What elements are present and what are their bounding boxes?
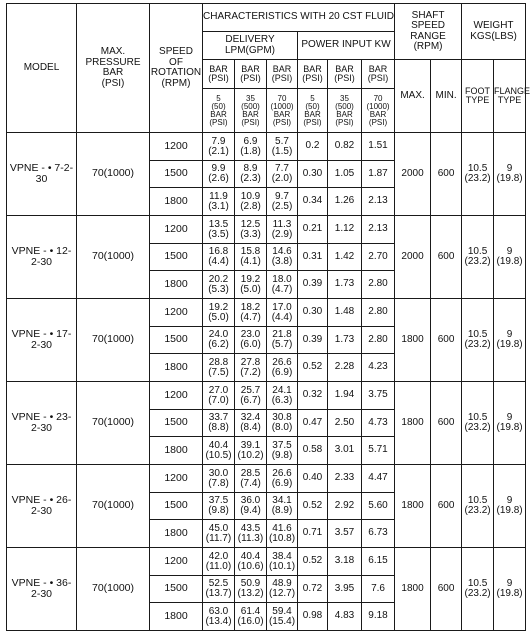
delivery-value: 32.4 (8.4) [235,410,267,437]
power-input-value: 0.39 [298,327,328,354]
rotation-speed: 1800 [150,354,203,382]
power-input-value: 3.75 [362,382,395,410]
delivery-value: 9.9 (2.6) [203,161,235,188]
power-input-value: 0.30 [298,161,328,188]
header-shaft-max: MAX. [395,60,431,133]
delivery-value: 24.0 (6.2) [203,327,235,354]
power-input-value: 4.23 [362,354,395,382]
power-input-value: 4.47 [362,465,395,493]
power-input-value: 1.12 [328,216,362,244]
power-input-value: 9.18 [362,603,395,631]
delivery-value: 17.0 (4.4) [267,299,298,327]
spec-table-container [6,3,530,631]
pump-spec-table [6,3,530,631]
delivery-value: 7.9 (2.1) [203,133,235,161]
delivery-value: 20.2 (5.3) [203,271,235,299]
power-input-value: 1.05 [328,161,362,188]
max-pressure: 70(1000) [77,465,150,548]
shaft-speed-max: 1800 [395,548,431,631]
header-characteristics: CHARACTERISTICS WITH 20 CST FLUID [203,4,395,32]
power-input-value: 0.31 [298,244,328,271]
power-input-value: 1.87 [362,161,395,188]
power-input-value: 0.71 [298,520,328,548]
power-input-value: 2.28 [328,354,362,382]
delivery-value: 63.0 (13.4) [203,603,235,631]
rotation-speed: 1800 [150,603,203,631]
header-max-pressure: MAX. PRESSURE BAR (PSI) [77,4,150,133]
weight-flange-type: 9 (19.8) [494,299,526,382]
header-shaft-speed-range: SHAFT SPEED RANGE (RPM) [395,4,462,60]
delivery-value: 41.6 (10.8) [267,520,298,548]
shaft-speed-min: 600 [431,382,462,465]
delivery-value: 21.8 (5.7) [267,327,298,354]
shaft-speed-max: 1800 [395,465,431,548]
power-input-value: 0.52 [298,548,328,576]
spec-row [7,299,526,327]
delivery-value: 18.0 (4.7) [267,271,298,299]
shaft-speed-max: 1800 [395,299,431,382]
power-input-value: 1.73 [328,271,362,299]
delivery-value: 23.0 (6.0) [235,327,267,354]
power-input-value: 0.2 [298,133,328,161]
power-input-value: 0.32 [298,382,328,410]
delivery-value: 59.4 (15.4) [267,603,298,631]
header-bar-psi: BAR (PSI) [235,60,267,89]
max-pressure: 70(1000) [77,133,150,216]
weight-flange-type: 9 (19.8) [494,548,526,631]
model-name: VPNE - • 7-2-30 [7,133,77,216]
delivery-value: 12.5 (3.3) [235,216,267,244]
power-input-value: 0.98 [298,603,328,631]
header-power-input: POWER INPUT KW [298,32,395,60]
power-input-value: 0.52 [298,493,328,520]
header-model: MODEL [7,4,77,133]
weight-foot-type: 10.5 (23.2) [462,299,494,382]
power-input-value: 0.72 [298,576,328,603]
delivery-value: 48.9 (12.7) [267,576,298,603]
spec-row [7,216,526,244]
power-input-value: 1.73 [328,327,362,354]
header-flange-type: FLANGE TYPE [494,60,526,133]
power-input-value: 2.33 [328,465,362,493]
header-foot-type: FOOT TYPE [462,60,494,133]
rotation-speed: 1500 [150,576,203,603]
max-pressure: 70(1000) [77,299,150,382]
delivery-value: 33.7 (8.8) [203,410,235,437]
power-input-value: 2.13 [362,188,395,216]
weight-foot-type: 10.5 (23.2) [462,548,494,631]
power-input-value: 6.15 [362,548,395,576]
power-input-value: 2.80 [362,299,395,327]
power-input-value: 1.26 [328,188,362,216]
delivery-value: 9.7 (2.5) [267,188,298,216]
spec-row [7,548,526,576]
weight-foot-type: 10.5 (23.2) [462,133,494,216]
rotation-speed: 1500 [150,244,203,271]
header-pressure-point: 35 (500) BAR (PSI) [235,89,267,133]
weight-foot-type: 10.5 (23.2) [462,216,494,299]
rotation-speed: 1200 [150,548,203,576]
delivery-value: 30.8 (8.0) [267,410,298,437]
delivery-value: 13.5 (3.5) [203,216,235,244]
delivery-value: 28.8 (7.5) [203,354,235,382]
weight-flange-type: 9 (19.8) [494,133,526,216]
rotation-speed: 1200 [150,216,203,244]
header-pressure-point: 70 (1000) BAR (PSI) [362,89,395,133]
power-input-value: 0.30 [298,299,328,327]
delivery-value: 37.5 (9.8) [203,493,235,520]
power-input-value: 4.73 [362,410,395,437]
delivery-value: 52.5 (13.7) [203,576,235,603]
weight-foot-type: 10.5 (23.2) [462,382,494,465]
delivery-value: 61.4 (16.0) [235,603,267,631]
header-bar-psi: BAR (PSI) [362,60,395,89]
delivery-value: 6.9 (1.8) [235,133,267,161]
shaft-speed-min: 600 [431,133,462,216]
delivery-value: 36.0 (9.4) [235,493,267,520]
weight-flange-type: 9 (19.8) [494,216,526,299]
power-input-value: 2.80 [362,271,395,299]
delivery-value: 26.6 (6.9) [267,465,298,493]
header-speed-of-rotation: SPEED OF ROTATION (RPM) [150,4,203,133]
delivery-value: 19.2 (5.0) [235,271,267,299]
rotation-speed: 1200 [150,382,203,410]
rotation-speed: 1200 [150,133,203,161]
header-bar-psi: BAR (PSI) [267,60,298,89]
max-pressure: 70(1000) [77,548,150,631]
weight-flange-type: 9 (19.8) [494,465,526,548]
model-name: VPNE - • 23-2-30 [7,382,77,465]
power-input-value: 2.70 [362,244,395,271]
delivery-value: 45.0 (11.7) [203,520,235,548]
model-name: VPNE - • 36-2-30 [7,548,77,631]
delivery-value: 40.4 (10.5) [203,437,235,465]
weight-foot-type: 10.5 (23.2) [462,465,494,548]
rotation-speed: 1500 [150,410,203,437]
rotation-speed: 1500 [150,327,203,354]
power-input-value: 2.13 [362,216,395,244]
header-row-1 [7,4,526,32]
delivery-value: 40.4 (10.6) [235,548,267,576]
rotation-speed: 1800 [150,188,203,216]
header-delivery: DELIVERY LPM(GPM) [203,32,298,60]
spec-row [7,382,526,410]
delivery-value: 5.7 (1.5) [267,133,298,161]
rotation-speed: 1200 [150,299,203,327]
power-input-value: 1.94 [328,382,362,410]
power-input-value: 2.92 [328,493,362,520]
model-name: VPNE - • 26-2-30 [7,465,77,548]
header-shaft-min: MIN. [431,60,462,133]
shaft-speed-min: 600 [431,465,462,548]
spec-table-body [7,133,526,631]
delivery-value: 38.4 (10.1) [267,548,298,576]
power-input-value: 2.80 [362,327,395,354]
delivery-value: 42.0 (11.0) [203,548,235,576]
delivery-value: 50.9 (13.2) [235,576,267,603]
power-input-value: 1.48 [328,299,362,327]
header-bar-psi: BAR (PSI) [328,60,362,89]
header-bar-psi: BAR (PSI) [203,60,235,89]
delivery-value: 37.5 (9.8) [267,437,298,465]
delivery-value: 26.6 (6.9) [267,354,298,382]
delivery-value: 11.3 (2.9) [267,216,298,244]
power-input-value: 3.57 [328,520,362,548]
delivery-value: 28.5 (7.4) [235,465,267,493]
power-input-value: 0.47 [298,410,328,437]
max-pressure: 70(1000) [77,216,150,299]
power-input-value: 0.58 [298,437,328,465]
power-input-value: 5.60 [362,493,395,520]
power-input-value: 4.83 [328,603,362,631]
rotation-speed: 1800 [150,271,203,299]
delivery-value: 30.0 (7.8) [203,465,235,493]
delivery-value: 15.8 (4.1) [235,244,267,271]
power-input-value: 0.21 [298,216,328,244]
header-weight: WEIGHT KGS(LBS) [462,4,526,60]
delivery-value: 27.8 (7.2) [235,354,267,382]
shaft-speed-min: 600 [431,299,462,382]
rotation-speed: 1200 [150,465,203,493]
power-input-value: 5.71 [362,437,395,465]
delivery-value: 25.7 (6.7) [235,382,267,410]
shaft-speed-max: 2000 [395,133,431,216]
delivery-value: 27.0 (7.0) [203,382,235,410]
model-name: VPNE - • 17-2-30 [7,299,77,382]
delivery-value: 14.6 (3.8) [267,244,298,271]
rotation-speed: 1800 [150,437,203,465]
power-input-value: 0.52 [298,354,328,382]
power-input-value: 0.40 [298,465,328,493]
header-pressure-point: 70 (1000) BAR (PSI) [267,89,298,133]
max-pressure: 70(1000) [77,382,150,465]
delivery-value: 39.1 (10.2) [235,437,267,465]
power-input-value: 3.01 [328,437,362,465]
delivery-value: 10.9 (2.8) [235,188,267,216]
spec-row [7,133,526,161]
shaft-speed-max: 2000 [395,216,431,299]
power-input-value: 3.95 [328,576,362,603]
header-bar-psi: BAR (PSI) [298,60,328,89]
power-input-value: 7.6 [362,576,395,603]
spec-row [7,465,526,493]
shaft-speed-max: 1800 [395,382,431,465]
delivery-value: 18.2 (4.7) [235,299,267,327]
delivery-value: 43.5 (11.3) [235,520,267,548]
delivery-value: 8.9 (2.3) [235,161,267,188]
delivery-value: 24.1 (6.3) [267,382,298,410]
power-input-value: 0.82 [328,133,362,161]
header-pressure-point: 35 (500) BAR (PSI) [328,89,362,133]
delivery-value: 7.7 (2.0) [267,161,298,188]
delivery-value: 16.8 (4.4) [203,244,235,271]
rotation-speed: 1800 [150,520,203,548]
weight-flange-type: 9 (19.8) [494,382,526,465]
delivery-value: 19.2 (5.0) [203,299,235,327]
delivery-value: 34.1 (8.9) [267,493,298,520]
rotation-speed: 1500 [150,493,203,520]
power-input-value: 1.42 [328,244,362,271]
power-input-value: 0.34 [298,188,328,216]
shaft-speed-min: 600 [431,216,462,299]
rotation-speed: 1500 [150,161,203,188]
power-input-value: 1.51 [362,133,395,161]
shaft-speed-min: 600 [431,548,462,631]
delivery-value: 11.9 (3.1) [203,188,235,216]
header-pressure-point: 5 (50) BAR (PSI) [203,89,235,133]
model-name: VPNE - • 12-2-30 [7,216,77,299]
power-input-value: 6.73 [362,520,395,548]
power-input-value: 3.18 [328,548,362,576]
power-input-value: 0.39 [298,271,328,299]
header-pressure-point: 5 (50) BAR (PSI) [298,89,328,133]
power-input-value: 2.50 [328,410,362,437]
